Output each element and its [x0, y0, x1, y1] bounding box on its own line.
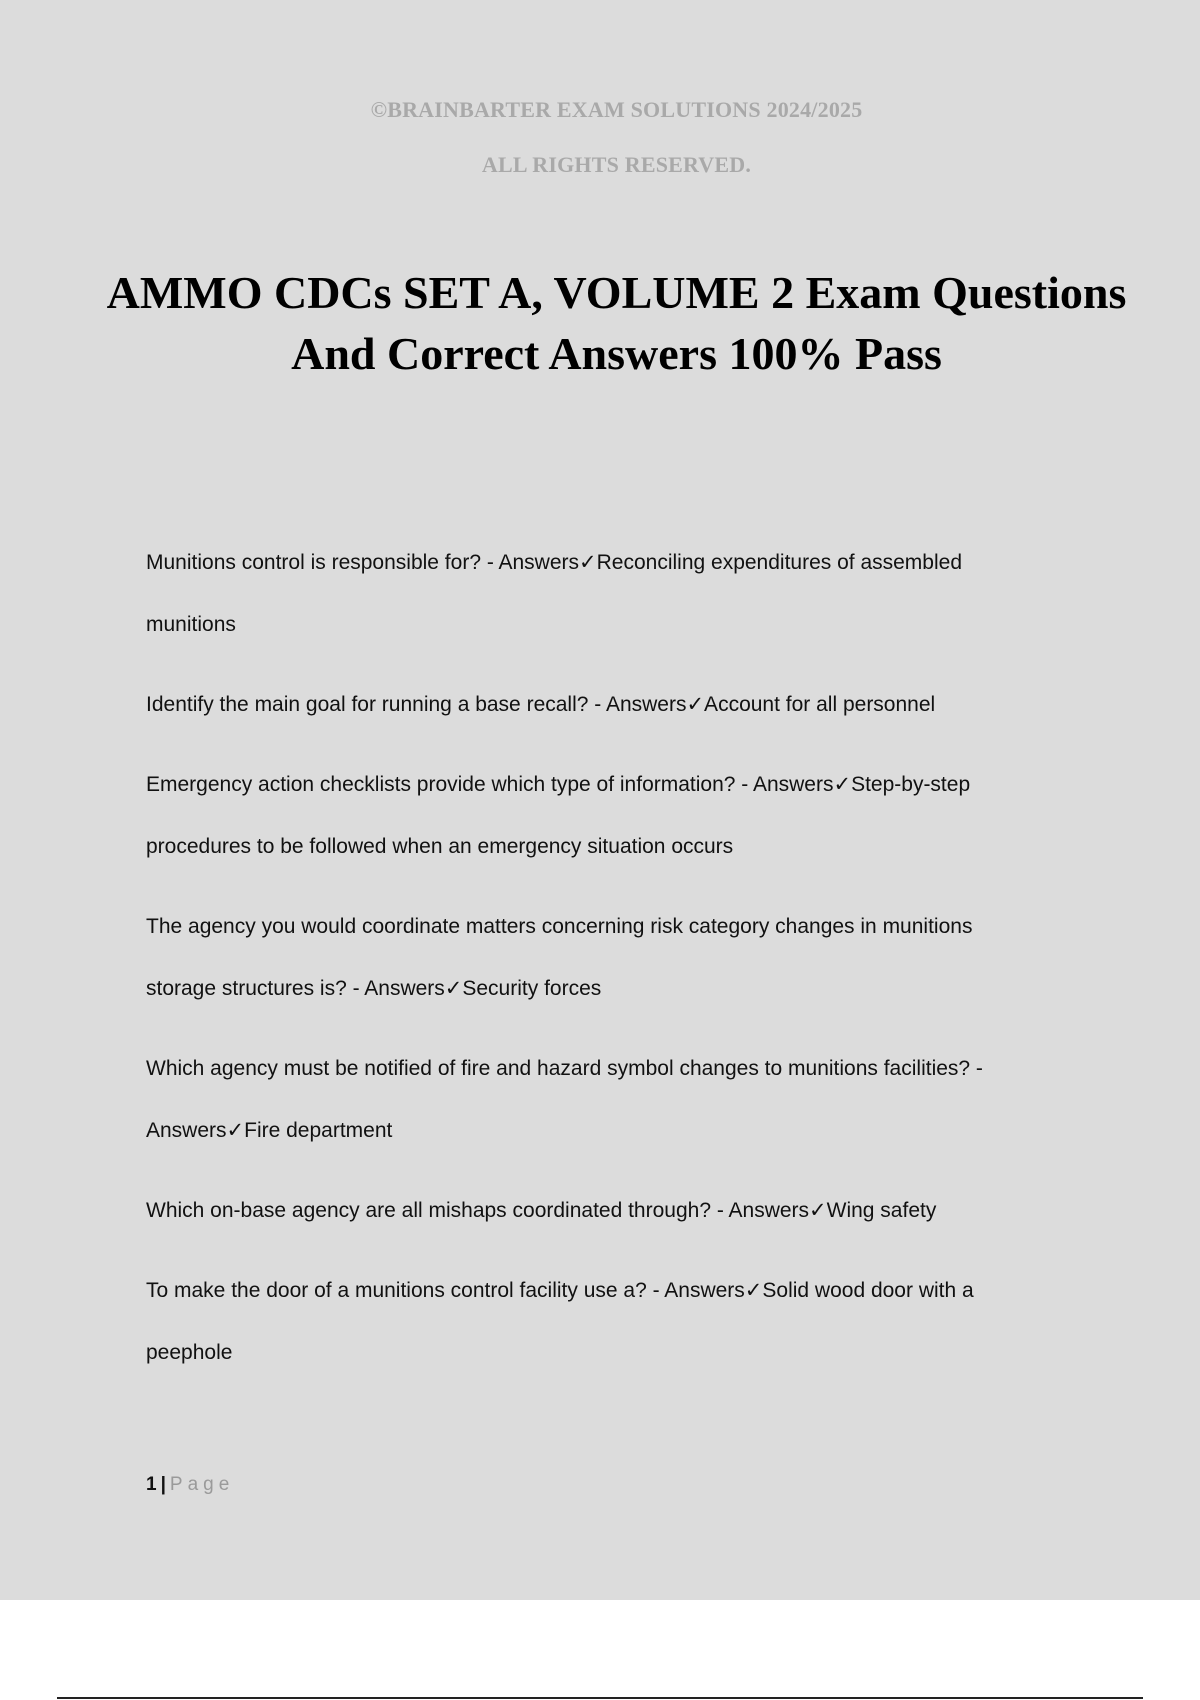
qa-item: Emergency action checklists provide which type of information? - Answers✓Step-by-step procedures to be followed when an emergency situation occurs — [146, 773, 971, 858]
qa-item: Munitions control is responsible for? - Answers✓Reconciling expenditures of assembled munitions — [146, 551, 962, 636]
document-title: AMMO CDCs SET A, VOLUME 2 Exam Questions And Correct Answers 100% Pass — [106, 267, 1127, 379]
qa-item: Which agency must be notified of fire and hazard symbol changes to munitions facilities? - Answers✓Fire department — [146, 1057, 983, 1142]
watermark-rights: ALL RIGHTS RESERVED. — [481, 152, 752, 177]
page-footer — [146, 1474, 234, 1496]
page-number: 1 — [146, 1474, 157, 1495]
qa-item: To make the door of a munitions control facility use a? - Answers✓Solid wood door with a peephole — [146, 1279, 974, 1364]
page-separator: | — [160, 1474, 166, 1495]
bottom-divider — [57, 1697, 1143, 1699]
page-label: Page — [169, 1474, 235, 1495]
qa-item: The agency you would coordinate matters concerning risk category changes in munitions storage structures is? - Answers✓Security forces — [146, 915, 973, 1000]
qa-list — [146, 532, 1046, 1402]
qa-item: Identify the main goal for running a base recall? - Answers✓Account for all personnel — [146, 693, 936, 716]
watermark-copyright: ©BRAINBARTER EXAM SOLUTIONS 2024/2025 — [370, 97, 863, 122]
qa-item: Which on-base agency are all mishaps coordinated through? - Answers✓Wing safety — [146, 1199, 937, 1222]
